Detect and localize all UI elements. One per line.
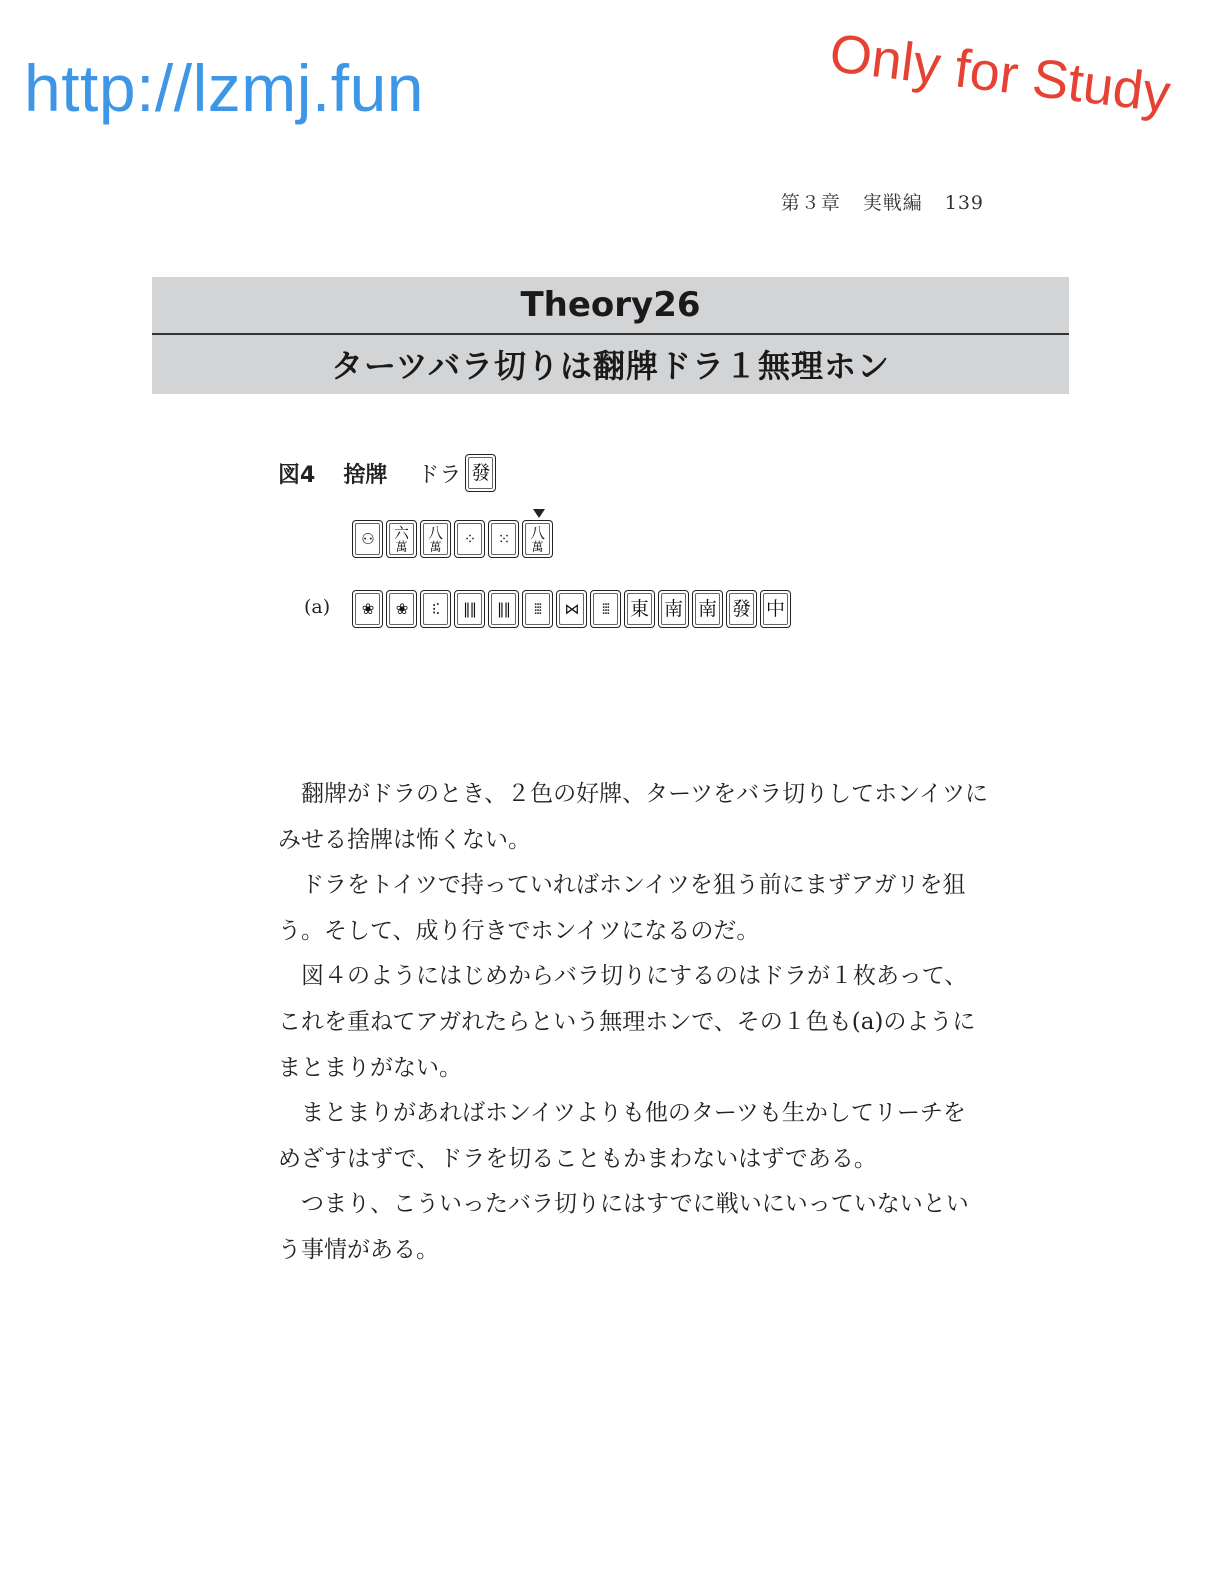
tile-face-top: ⦙⦙⦙: [533, 599, 542, 618]
tile-face-top: ⋈: [564, 599, 579, 618]
hand-tile: [454, 590, 485, 628]
tile-face-top: 八: [427, 523, 443, 542]
body-text: [278, 772, 988, 1274]
discard-tile: [522, 520, 553, 558]
tile-face-bottom: 萬: [395, 539, 408, 554]
theory-title: ターツバラ切りは翻牌ドラ１無理ホン: [330, 346, 891, 385]
tile-face-top: ⁝⁚: [431, 599, 440, 618]
riichi-marker-icon: [533, 509, 545, 518]
paragraph: つまり、こういったバラ切りにはすでに戦いにいっていないという事情がある。: [278, 1191, 969, 1263]
figure-caption: 捨牌: [343, 462, 388, 488]
tile-face-top: 八: [529, 523, 545, 542]
discard-tile: [386, 520, 417, 558]
dora-tile-face: 發: [471, 461, 491, 484]
watermark-study: Only for Study: [826, 22, 1174, 125]
discard-tile: [454, 520, 485, 558]
hand-tile: [386, 590, 417, 628]
hand-tile: [556, 590, 587, 628]
page-number: 139: [944, 192, 984, 214]
paragraph: 図４のようにはじめからバラ切りにするのはドラが１枚あって、これを重ねてアガれたらという無理ホンで、その１色も(a)のようにまとまりがない。: [278, 963, 976, 1081]
running-head-section: 実戦編: [862, 192, 923, 214]
tile-face-top: ⁘: [463, 529, 476, 548]
discard-tile: [488, 520, 519, 558]
hand-tile: [760, 590, 791, 628]
tile-face-top: ❀: [395, 599, 408, 618]
hand-tile: [726, 590, 757, 628]
dora-tile: [465, 454, 496, 492]
tile-face-top: ❀: [361, 599, 374, 618]
tile-face-top: 中: [765, 597, 785, 620]
hand-tile: [692, 590, 723, 628]
hand-row: [352, 590, 794, 628]
running-head: [759, 188, 984, 215]
watermark-url: http://lzmj.fun: [24, 51, 424, 125]
hand-label: (a): [304, 596, 331, 618]
paragraph: 翻牌がドラのとき、２色の好牌、ターツをバラ切りしてホンイツにみせる捨牌は怖くない。: [278, 781, 989, 853]
tile-face-top: ‖‖: [497, 599, 510, 618]
figure-header: [278, 454, 499, 492]
hand-tile: [352, 590, 383, 628]
hand-tile: [590, 590, 621, 628]
discard-tile: [420, 520, 451, 558]
tile-face-top: 發: [731, 597, 751, 620]
discard-tile: [352, 520, 383, 558]
theory-banner: [152, 277, 1069, 394]
hand-tile: [488, 590, 519, 628]
tile-face-top: ‖‖: [463, 599, 476, 618]
tile-face-top: 六: [393, 523, 409, 542]
tile-face-top: ⦙⦙⦙: [601, 599, 610, 618]
running-head-chapter: 第３章: [780, 192, 841, 214]
hand-tile: [658, 590, 689, 628]
tile-face-top: 南: [663, 597, 683, 620]
tile-face-top: ⚇: [361, 529, 374, 548]
tile-face-top: 東: [629, 597, 649, 620]
tile-face-bottom: 萬: [429, 539, 442, 554]
dora-label: ドラ: [417, 462, 462, 488]
hand-tile: [522, 590, 553, 628]
tile-face-top: ⁙: [497, 529, 510, 548]
discard-row: [352, 520, 556, 558]
tile-face-top: 南: [697, 597, 717, 620]
tile-face-bottom: 萬: [531, 539, 544, 554]
theory-number: Theory26: [152, 277, 1069, 335]
hand-tile: [624, 590, 655, 628]
hand-tile: [420, 590, 451, 628]
paragraph: まとまりがあればホンイツよりも他のターツも生かしてリーチをめざすはずで、ドラを切ることもかまわないはずである。: [278, 1100, 966, 1172]
paragraph: ドラをトイツで持っていればホンイツを狙う前にまずアガリを狙う。そして、成り行きでホンイツになるのだ。: [278, 872, 966, 944]
figure-label: 図4: [278, 462, 316, 488]
